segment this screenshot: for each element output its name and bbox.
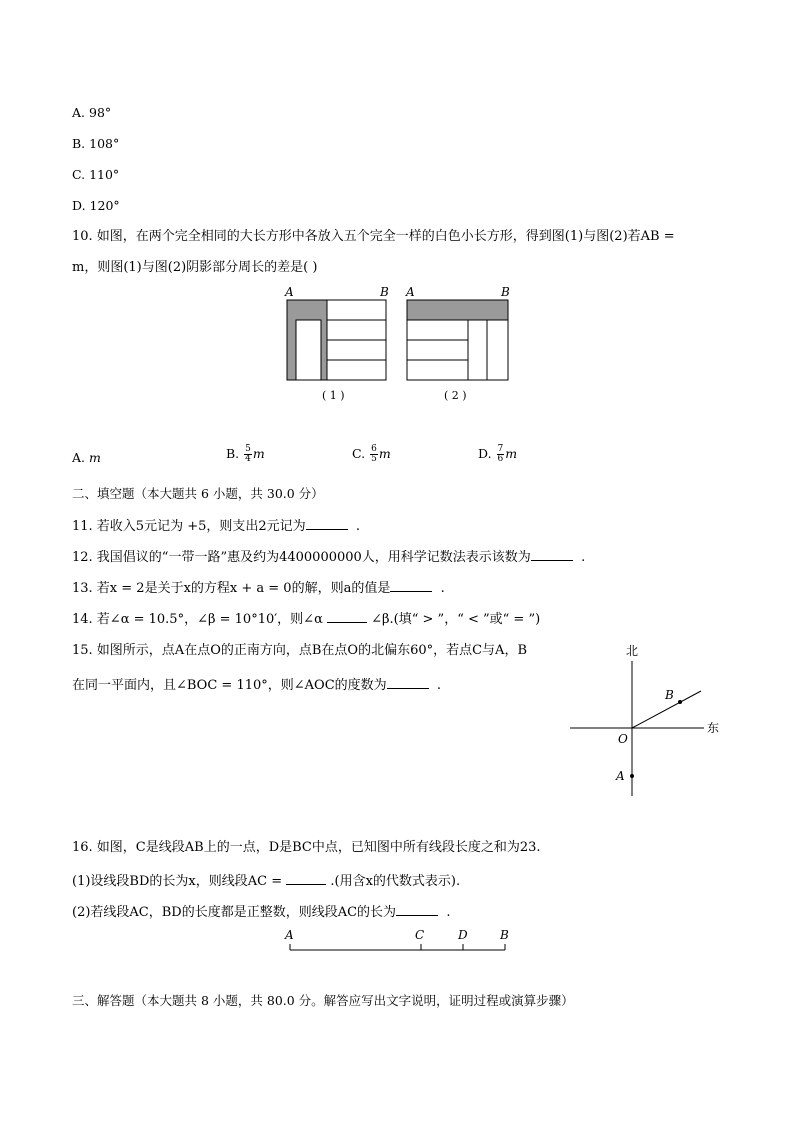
- q10-fig1-label-b: B: [380, 285, 389, 299]
- q15-label-b: B: [665, 688, 674, 702]
- q10-option-d: D. $\frac{7}{6}$ m: [478, 444, 518, 464]
- q10-fig2-caption: ( 2 ): [444, 389, 467, 402]
- q16-label-a: A: [285, 928, 294, 942]
- q9-option-b: B. 108°: [72, 136, 120, 151]
- section-2-heading: 二、填空题（本大题共 6 小题，共 30.0 分）: [72, 486, 324, 501]
- q10-option-a: A. m: [72, 450, 101, 465]
- q10-fig2-label-a: A: [406, 285, 415, 299]
- q16-segment-figure: [282, 926, 522, 956]
- section-3-heading: 三、解答题（本大题共 8 小题，共 80.0 分。解答应写出文字说明，证明过程或演算步骤）: [72, 993, 574, 1008]
- q10-figure: [280, 283, 520, 403]
- q16-label-c: C: [415, 928, 425, 942]
- q10-stem-line2: m，则图(1)与图(2)阴影部分周长的差是( ): [72, 260, 318, 275]
- q10-option-c: C. $\frac{6}{5}$ m: [352, 444, 391, 464]
- q10-option-b: B. $\frac{5}{4}$ m: [226, 444, 265, 464]
- q9-option-d: D. 120°: [72, 198, 120, 213]
- q12: 12. 我国倡议的“一带一路”惠及约为4400000000人，用科学记数法表示该数为 .: [72, 547, 585, 567]
- q16-stem-line1: 16. 如图，C是线段AB上的一点，D是BC中点，已知图中所有线段长度之和为23.: [72, 840, 541, 855]
- q15-point-a: [630, 774, 634, 778]
- q10-fig1-vertical-rect: [296, 320, 321, 380]
- q16-label-d: D: [458, 928, 468, 942]
- q14-answer-blank[interactable]: [327, 609, 367, 623]
- q9-option-c: C. 110°: [72, 167, 120, 182]
- q15-north-label: 北: [626, 644, 639, 658]
- q11: 11. 若收入5元记为 +5，则支出2元记为 .: [72, 516, 360, 536]
- q16-part1: (1)设线段BD的长为x，则线段AC = .(用含x的代数式表示).: [72, 871, 460, 891]
- q16-part2-answer-blank[interactable]: [396, 902, 438, 916]
- q10-fig1-label-a: A: [285, 285, 294, 299]
- q15-label-o: O: [618, 732, 628, 746]
- q13: 13. 若x = 2是关于x的方程x + a = 0的解，则a的值是 .: [72, 578, 445, 598]
- q16-part1-answer-blank[interactable]: [286, 871, 326, 885]
- q10-fig2-label-b: B: [501, 285, 510, 299]
- q10-fig1-caption: ( 1 ): [322, 389, 345, 402]
- q10-stem-line1: 10. 如图，在两个完全相同的大长方形中各放入五个完全一样的白色小长方形，得到图(1)与图(2)若AB =: [72, 229, 675, 244]
- q15-stem-line2: 在同一平面内，且∠BOC = 110°，则∠AOC的度数为 .: [72, 675, 441, 695]
- q10-option-b-fraction: $\frac{5}{4}$: [245, 444, 251, 464]
- q15-east-label: 东: [707, 721, 720, 735]
- q15-point-b: [678, 700, 682, 704]
- q10-fig2-shaded: [407, 300, 508, 320]
- q12-answer-blank[interactable]: [531, 547, 573, 561]
- q13-answer-blank[interactable]: [390, 578, 432, 592]
- q15-label-a: A: [616, 769, 625, 783]
- q15-compass-figure: [566, 643, 736, 803]
- q9-option-a: A. 98°: [72, 105, 112, 120]
- q16-part2: (2)若线段AC，BD的长度都是正整数，则线段AC的长为 .: [72, 902, 450, 922]
- q15-stem-line1: 15. 如图所示，点A在点O的正南方向，点B在点O的北偏东60°，若点C与A，B: [72, 643, 527, 658]
- q10-option-c-fraction: $\frac{6}{5}$: [371, 444, 377, 464]
- q15-answer-blank[interactable]: [387, 675, 429, 689]
- q16-label-b: B: [500, 928, 509, 942]
- q10-option-d-fraction: $\frac{7}{6}$: [497, 444, 504, 464]
- q11-answer-blank[interactable]: [306, 516, 348, 530]
- q14: 14. 若∠α = 10.5°，∠β = 10°10′，则∠α ∠β.(填“ > ”，“ < ”或“ = ”): [72, 609, 540, 629]
